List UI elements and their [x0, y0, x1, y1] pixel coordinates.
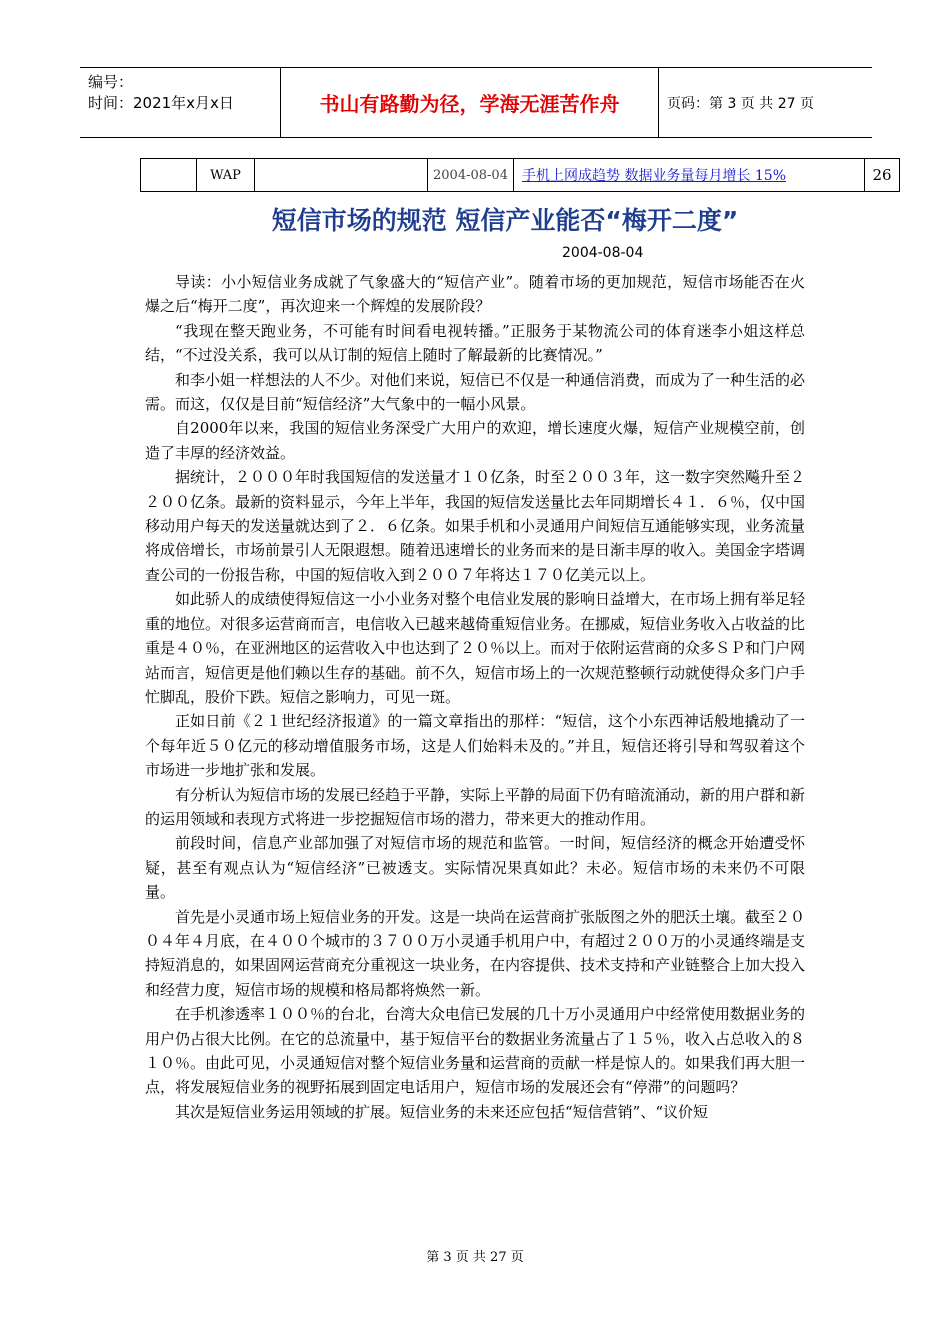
document-header	[80, 67, 872, 138]
info-cell-empty	[255, 159, 428, 191]
paragraph: 和李小姐一样想法的人不少。对他们来说，短信已不仅是一种通信消费，而成为了一种生活的必需。而这，仅仅是目前“短信经济”大气象中的一幅小风景。	[145, 370, 806, 414]
info-category: WAP	[197, 159, 255, 191]
article-date: 2004-08-04	[562, 245, 644, 261]
article-info-row	[140, 158, 900, 192]
paragraph: 自2000年以来，我国的短信业务深受广大用户的欢迎，增长速度火爆，短信产业规模空前，创造了丰厚的经济效益。	[145, 419, 805, 462]
info-cell-empty	[141, 159, 197, 191]
info-date: 2004-08-04	[428, 159, 514, 191]
paragraph: 在手机渗透率１００％的台北，台湾大众电信已发展的几十万小灵通用户中经常使用数据业务的用户仍占很大比例。在它的总流量中，基于短信平台的数据业务流量占了１５％，收入占总收入的８１０％。由此可见，小灵通短信对整个短信业务量和运营商的贡献一样是惊人的。如果我们再大胆一点，将发展短信业务的视野拓展到固定电话用户，短信市场的发展还会有“停滞”的问题吗？	[145, 1005, 806, 1097]
paragraph: 前段时间，信息产业部加强了对短信市场的规范和监管。一时间，短信经济的概念开始遭受怀疑，甚至有观点认为“短信经济”已被透支。实际情况果真如此？未必。短信市场的未来仍不可限量。	[145, 834, 805, 902]
page-footer: 第 3 页 共 27 页	[426, 1250, 524, 1265]
number-label: 编号：	[88, 73, 134, 91]
info-count: 26	[872, 166, 892, 184]
article-title: 短信市场的规范 短信产业能否“梅开二度”	[271, 206, 739, 235]
info-link-cell	[514, 159, 865, 191]
header-page-info: 页码：第 3 页 共 27 页	[667, 95, 814, 112]
paragraph: 其次是短信业务运用领域的扩展。短信业务的未来还应包括“短信营销”、“议价短	[175, 1102, 709, 1121]
paragraph: 据统计，２０００年时我国短信的发送量才１０亿条，时至２００３年，这一数字突然飚升至２２００亿条。最新的资料显示，今年上半年，我国的短信发送量比去年同期增长４１．６％，仅中国移动用户每天的发送量就达到了２．６亿条。如果手机和小灵通用户间短信互通能够实现，业务流量将成倍增长，市场前景引人无限遐想。随着迅速增长的业务而来的是日渐丰厚的收入。美国金字塔调查公司的一份报告称，中国的短信收入到２００７年将达１７０亿美元以上。	[145, 468, 806, 584]
header-motto: 书山有路勤为径，学海无涯苦作舟	[281, 68, 659, 137]
paragraph: 如此骄人的成绩使得短信这一小小业务对整个电信业发展的影响日益增大，在市场上拥有举足轻重的地位。对很多运营商而言，电信收入已越来越倚重短信业务。在挪威，短信业务收入占收益的比重是４０％，在亚洲地区的运营收入中也达到了２０％以上。而对于依附运营商的众多ＳＰ和门户网站而言，短信更是他们赖以生存的基础。前不久，短信市场上的一次规范整顿行动就使得众多门户手忙脚乱，股价下跌。短信之影响力，可见一斑。	[145, 590, 806, 706]
time-label: 时间：2021年x月x日	[88, 94, 234, 112]
header-meta	[80, 68, 281, 137]
paragraph: 首先是小灵通市场上短信业务的开发。这是一块尚在运营商扩张版图之外的肥沃土壤。截至２００４年４月底，在４００个城市的３７００万小灵通手机用户中，有超过２００万的小灵通终端是支持短消息的，如果固网运营商充分重视这一块业务，在内容提供、技术支持和产业链整合上加大投入和经营力度，短信市场的规模和格局都将焕然一新。	[145, 907, 806, 999]
paragraph: 有分析认为短信市场的发展已经趋于平静，实际上平静的局面下仍有暗流涌动，新的用户群和新的运用领域和表现方式将进一步挖掘短信市场的潜力，带来更大的推动作用。	[145, 785, 806, 828]
article-body	[145, 270, 805, 1124]
related-article-link[interactable]: 手机上网成趋势 数据业务量每月增长 15%	[522, 168, 787, 184]
paragraph: 正如日前《２１世纪经济报道》的一篇文章指出的那样：“短信，这个小东西神话般地撬动了一个每年近５０亿元的移动增值服务市场，这是人们始料未及的。”并且，短信还将引导和驾驭着这个市场进一步地扩张和发展。	[145, 712, 805, 780]
paragraph: “我现在整天跑业务，不可能有时间看电视转播。”正服务于某物流公司的体育迷李小姐这样总结，“不过没关系，我可以从订制的短信上随时了解最新的比赛情况。”	[145, 321, 805, 365]
paragraph: 导读：小小短信业务成就了气象盛大的“短信产业”。随着市场的更加规范，短信市场能否在火爆之后“梅开二度”，再次迎来一个辉煌的发展阶段？	[145, 273, 805, 316]
